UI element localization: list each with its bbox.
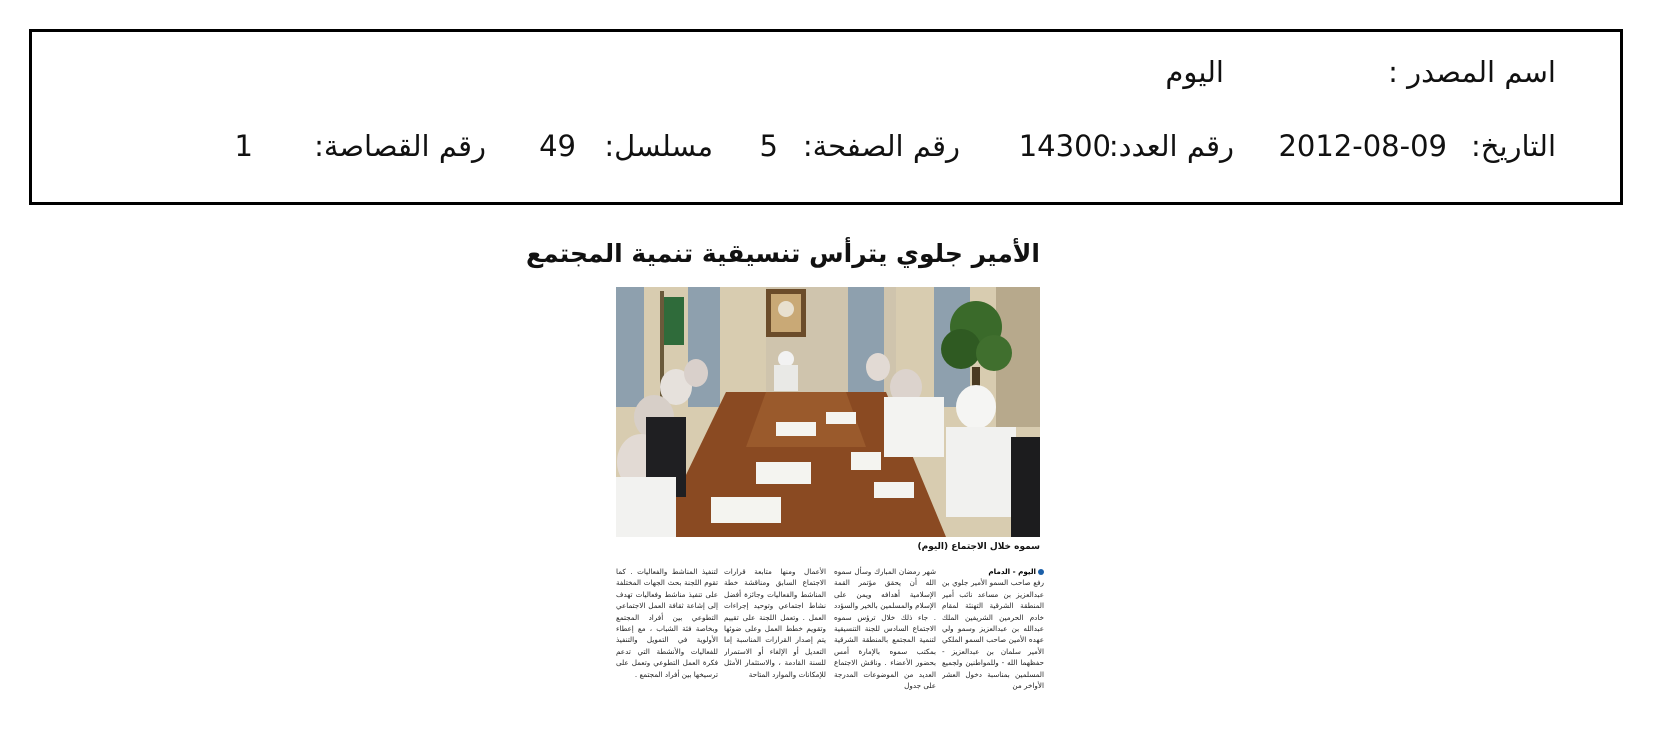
- byline-dot-icon: [1038, 569, 1044, 575]
- column-text: لتنفيذ المناشط والفعاليات . كما تقوم اللجنة بحث الجهات المختلفة على تنفيذ مناشط وفعاليات تهدف إلى إشاعة ثقافة العمل الاجتماعي التطوعي بين أفراد المجتمع وبخاصة فئة الشباب ، مع إعطاء الأولوية في التمويل والتنفيذ للفعاليات والأنشطة التي تدعم فكرة العمل التطوعي وتعمل على ترسيخها بين أفراد المجتمع .: [616, 567, 718, 679]
- issue-value: 14300: [1018, 129, 1111, 163]
- date-label: التاريخ:: [1470, 129, 1556, 163]
- clip-value: 1: [234, 129, 253, 163]
- issue-label: رقم العدد:: [1108, 129, 1234, 163]
- article-column-4: [616, 566, 718, 716]
- byline-text: اليوم - الدمام: [988, 567, 1036, 576]
- column-text: الأعمال ومنها متابعة قرارات الاجتماع السابق ومناقشة خطة المناشط والفعاليات وجائزة أفضل نشاط اجتماعي وتوحيد إجراءات العمل . وتعمل اللجنة على تقييم وتقويم خطط العمل وعلى ضوئها يتم إصدار القرارات المناسبة إما التعديل أو الإلغاء أو الاستمرار للسنة القادمة ، والاستثمار الأمثل للإمكانات والموارد المتاحة: [724, 567, 826, 679]
- column-text: شهر رمضان المبارك وسأل سموه الله أن يحقق مؤتمر القمة الإسلامية أهدافه ويمن على الإسلام والمسلمين بالخير والسؤدد . جاء ذلك خلال ترؤس سموه الاجتماع السادس للجنة التنسيقية لتنمية المجتمع بالمنطقة الشرقية بمكتب سموه بالإمارة أمس بحضور الأعضاء . وناقش الاجتماع العديد من الموضوعات المدرجة على جدول: [834, 567, 936, 691]
- byline: [942, 566, 1044, 577]
- article-title: الأمير جلوي يترأس تنسيقية تنمية المجتمع: [525, 239, 1040, 268]
- serial-label: مسلسل:: [604, 129, 713, 163]
- meeting-photo-drawing: [616, 287, 1040, 537]
- page-label: رقم الصفحة:: [802, 129, 960, 163]
- column-text: رفع صاحب السمو الأمير جلوي بن عبدالعزيز بن مساعد نائب أمير المنطقة الشرقية التهنئة لمقام خادم الحرمين الشريفين الملك عبدالله بن عبدالعزيز وسمو ولي عهده الأمين صاحب السمو الملكي الأمير سلمان بن عبدالعزيز - حفظهما الله - وللمواطنين ولجميع المسلمين بمناسبة دخول العشر الأواخر من: [942, 578, 1044, 691]
- page-value: 5: [759, 129, 778, 163]
- source-label: اسم المصدر :: [1388, 55, 1556, 89]
- photo-caption: سموه خلال الاجتماع (اليوم): [917, 542, 1040, 552]
- article-column-2: [834, 566, 936, 716]
- source-value: اليوم: [1165, 55, 1224, 89]
- article-column-1: [942, 566, 1044, 716]
- serial-value: 49: [539, 129, 576, 163]
- date-value: 2012-08-09: [1278, 129, 1447, 163]
- clip-label: رقم القصاصة:: [314, 129, 486, 163]
- clipping-info-box: [29, 29, 1623, 205]
- meeting-photo: [616, 287, 1040, 537]
- article-column-3: [724, 566, 826, 716]
